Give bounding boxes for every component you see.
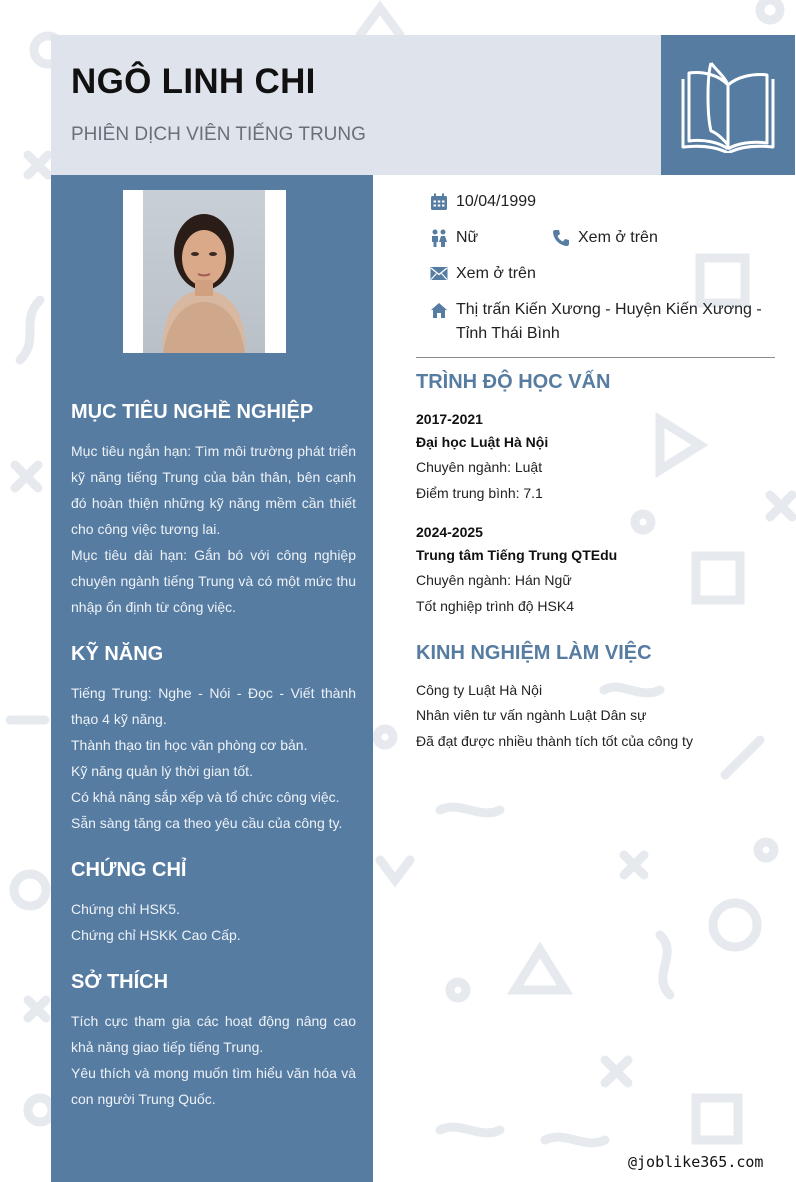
- experience-achievement: Đã đạt được nhiều thành tích tốt của công ty: [416, 733, 693, 749]
- home-icon: [430, 302, 448, 319]
- hobby-item: Tích cực tham gia các hoạt động nâng cao khả năng giao tiếp tiếng Trung.: [71, 1013, 356, 1055]
- email-icon: [430, 266, 448, 281]
- skill-item: Tiếng Trung: Nghe - Nói - Đọc - Viết thành thạo 4 kỹ năng.: [71, 685, 356, 727]
- header-icon-box: [661, 35, 795, 175]
- email-value: Xem ở trên: [456, 265, 536, 282]
- education-years: 2017-2021: [416, 411, 483, 427]
- profile-photo-frame: [123, 190, 286, 353]
- education-school: Trung tâm Tiếng Trung QTEdu: [416, 547, 618, 563]
- education-years: 2024-2025: [416, 524, 483, 540]
- certificates-heading: CHỨNG CHỈ: [71, 859, 187, 881]
- section-divider: [416, 357, 775, 358]
- skill-item: Thành thạo tin học văn phòng cơ bản.: [71, 737, 308, 753]
- certificates-list: [71, 896, 356, 948]
- hobbies-list: [71, 1008, 356, 1112]
- address-line-2: Tỉnh Thái Bình: [456, 325, 560, 342]
- certificate-item: Chứng chỉ HSK5.: [71, 901, 180, 917]
- experience-heading: KINH NGHIỆM LÀM VIỆC: [416, 642, 652, 664]
- birthday-value: 10/04/1999: [456, 193, 537, 210]
- experience-position: Nhân viên tư vấn ngành Luật Dân sự: [416, 707, 647, 723]
- objective-heading: MỤC TIÊU NGHỀ NGHIỆP: [71, 401, 314, 423]
- skill-item: Có khả năng sắp xếp và tổ chức công việc.: [71, 789, 340, 805]
- profile-photo: [143, 190, 265, 353]
- skill-item: Kỹ năng quản lý thời gian tốt.: [71, 763, 253, 779]
- hobby-item: Yêu thích và mong muốn tìm hiểu văn hóa và con người Trung Quốc.: [71, 1065, 356, 1107]
- skills-heading: KỸ NĂNG: [71, 643, 164, 665]
- header-band: [51, 35, 661, 175]
- education-detail: Tốt nghiệp trình độ HSK4: [416, 598, 574, 614]
- objective-long-term: Mục tiêu dài hạn: Gắn bó với công nghiệp chuyên ngành tiếng Trung và có một mức thu nhập ổn định từ công việc.: [71, 547, 356, 615]
- education-detail: Điểm trung bình: 7.1: [416, 485, 543, 501]
- hobbies-heading: SỞ THÍCH: [71, 971, 169, 993]
- skill-item: Sẵn sàng tăng ca theo yêu cầu của công ty.: [71, 815, 343, 831]
- education-major: Chuyên ngành: Luật: [416, 459, 543, 475]
- education-school: Đại học Luật Hà Nội: [416, 434, 549, 450]
- education-major: Chuyên ngành: Hán Ngữ: [416, 572, 572, 588]
- address-line-1: Thị trấn Kiến Xương - Huyện Kiến Xương -: [456, 301, 762, 318]
- open-book-icon: [681, 57, 775, 153]
- candidate-name: NGÔ LINH CHI: [71, 62, 316, 101]
- calendar-icon: [430, 193, 448, 211]
- job-title: PHIÊN DỊCH VIÊN TIẾNG TRUNG: [71, 124, 366, 145]
- education-heading: TRÌNH ĐỘ HỌC VẤN: [416, 371, 611, 393]
- phone-value: Xem ở trên: [578, 229, 658, 246]
- certificate-item: Chứng chỉ HSKK Cao Cấp.: [71, 927, 241, 943]
- objective-short-term: Mục tiêu ngắn hạn: Tìm môi trường phát triển kỹ năng tiếng Trung của bản thân, bên cạnh đó hoàn thiện những kỹ năng mềm cần thiết cho công việc tương lai.: [71, 443, 356, 537]
- phone-icon: [552, 229, 570, 247]
- footer-watermark: @joblike365.com: [628, 1153, 764, 1171]
- experience-company: Công ty Luật Hà Nội: [416, 682, 543, 698]
- gender-value: Nữ: [456, 229, 479, 246]
- gender-icon: [430, 229, 448, 247]
- address-value: [456, 298, 762, 346]
- skills-list: [71, 680, 356, 836]
- objective-text: [71, 438, 356, 620]
